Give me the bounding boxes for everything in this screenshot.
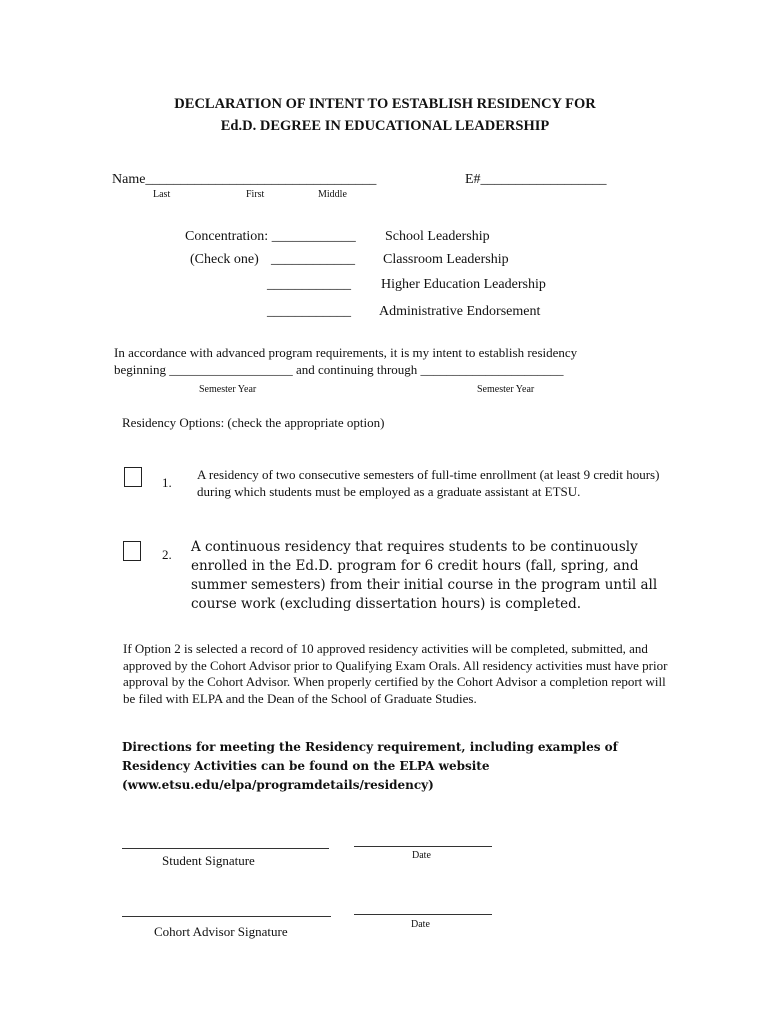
residency-options-heading: Residency Options: (check the appropriate option) bbox=[122, 415, 385, 430]
intent-line-2[interactable]: beginning ___________________ and continuing through ______________________ bbox=[114, 362, 564, 377]
advisor-date-line[interactable] bbox=[354, 914, 492, 915]
student-date-line[interactable] bbox=[354, 846, 492, 847]
title-line-1: DECLARATION OF INTENT TO ESTABLISH RESIDENCY FOR bbox=[174, 96, 596, 112]
name-sub-middle: Middle bbox=[318, 189, 347, 200]
option-2-number: 2. bbox=[162, 547, 172, 562]
option-administrative-endorsement: Administrative Endorsement bbox=[379, 304, 541, 319]
student-signature-line[interactable] bbox=[122, 848, 329, 849]
option-2-checkbox[interactable] bbox=[123, 541, 141, 561]
name-sub-last: Last bbox=[153, 189, 171, 200]
advisor-date-label: Date bbox=[411, 919, 430, 930]
concentration-label[interactable]: Concentration: ____________ bbox=[185, 229, 356, 244]
option-higher-education-leadership: Higher Education Leadership bbox=[381, 277, 546, 292]
option-1-checkbox[interactable] bbox=[124, 467, 142, 487]
check-one-label: (Check one) bbox=[190, 252, 259, 267]
semester-year-label-1: Semester Year bbox=[199, 384, 257, 395]
option-1-number: 1. bbox=[162, 475, 172, 490]
name-field[interactable]: Name_________________________________ bbox=[112, 172, 377, 187]
concentration-blank-2[interactable]: ____________ bbox=[271, 252, 355, 267]
enumber-field[interactable]: E#__________________ bbox=[465, 172, 607, 187]
student-signature-label: Student Signature bbox=[162, 853, 255, 868]
advisor-signature-label: Cohort Advisor Signature bbox=[154, 924, 288, 939]
concentration-blank-4[interactable]: ____________ bbox=[267, 304, 351, 319]
semester-year-label-2: Semester Year bbox=[477, 384, 535, 395]
student-date-label: Date bbox=[412, 850, 431, 861]
name-sub-first: First bbox=[246, 189, 265, 200]
option-classroom-leadership: Classroom Leadership bbox=[383, 252, 509, 267]
intent-line-1: In accordance with advanced program requirements, it is my intent to establish residency bbox=[114, 345, 578, 360]
concentration-blank-3[interactable]: ____________ bbox=[267, 277, 351, 292]
advisor-signature-line[interactable] bbox=[122, 916, 331, 917]
option-2-note: If Option 2 is selected a record of 10 approved residency activities will be completed, submitted, and approved by the Cohort Advisor prior to Qualifying Exam Orals. All residency activities must have prior approval by the Cohort Advisor. When properly certified by the Cohort Advisor a completion report will be filed with ELPA and the Dean of the School of Graduate Studies. bbox=[123, 641, 668, 706]
option-1-text: A residency of two consecutive semesters of full-time enrollment (at least 9 credit hours) during which students must be employed as a graduate assistant at ETSU. bbox=[197, 467, 660, 499]
option-school-leadership: School Leadership bbox=[385, 229, 490, 244]
option-2-text: A continuous residency that requires students to be continuously enrolled in the Ed.D. program for 6 credit hours (fall, spring, and summer semesters) from their initial course in the program until all course work (excluding dissertation hours) is completed. bbox=[191, 539, 658, 612]
directions-text: Directions for meeting the Residency requirement, including examples of Residency Activities can be found on the ELPA website (www.etsu.edu/elpa/programdetails/residency) bbox=[122, 740, 618, 792]
title-line-2: Ed.D. DEGREE IN EDUCATIONAL LEADERSHIP bbox=[220, 118, 550, 134]
